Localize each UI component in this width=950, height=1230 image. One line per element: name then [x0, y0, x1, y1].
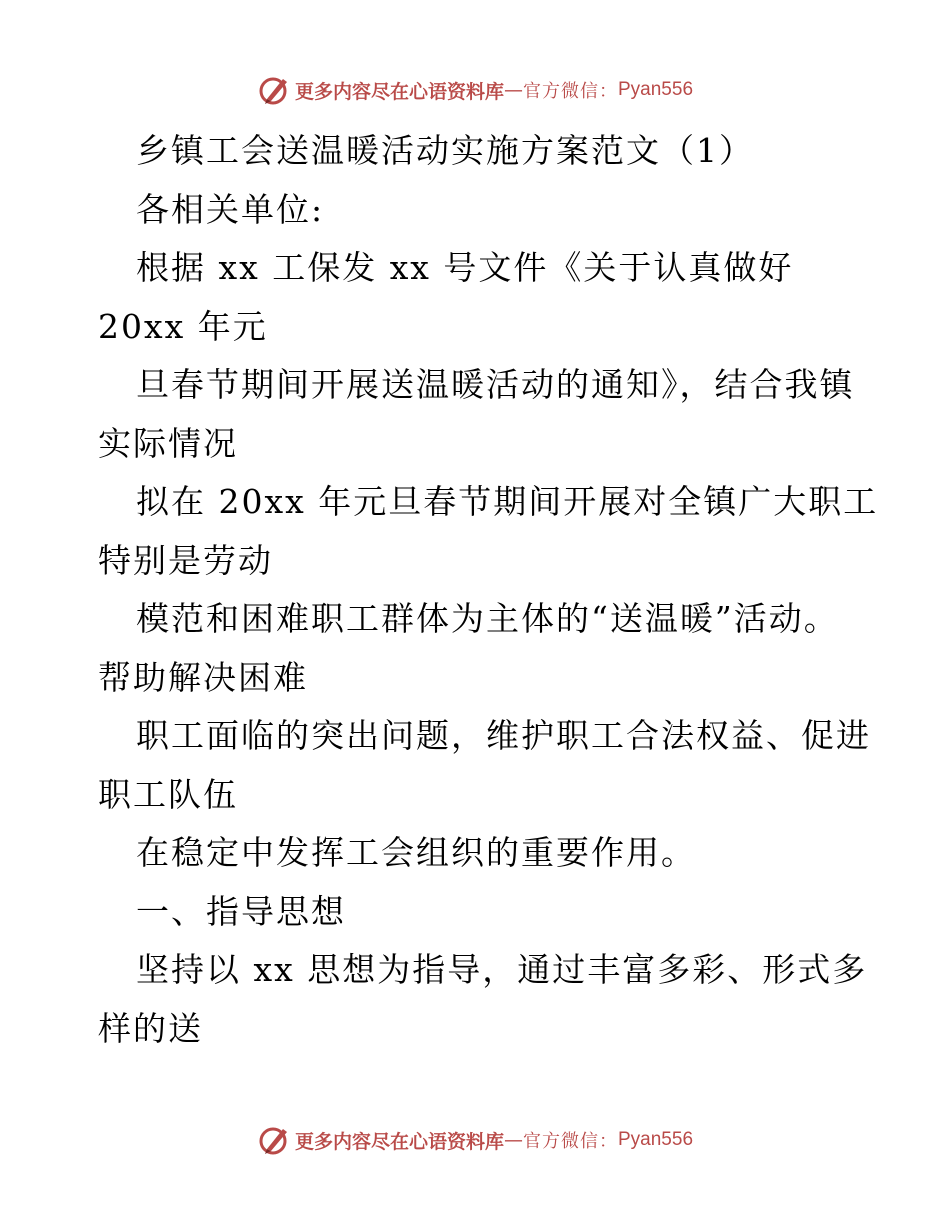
watermark-separator: — — [504, 1129, 523, 1151]
pen-logo-icon — [257, 1123, 291, 1157]
pen-logo-icon — [257, 73, 291, 107]
document-body — [98, 122, 879, 1058]
watermark-separator: — — [504, 79, 523, 101]
footer-watermark — [0, 1120, 950, 1160]
document-line: 坚持以 xx 思想为指导，通过丰富多彩、形式多 — [136, 950, 868, 989]
document-line: 帮助解决困难 — [98, 657, 308, 697]
header-watermark — [0, 70, 950, 110]
watermark-main-text: 更多内容尽在心语资料库 — [294, 80, 504, 103]
document-line: 在稳定中发挥工会组织的重要作用。 — [136, 833, 696, 872]
watermark-wechat-label: 官方微信： — [523, 1131, 618, 1152]
watermark-wechat-id: Pyan556 — [618, 1129, 694, 1150]
document-line: 职工队伍 — [98, 774, 238, 814]
watermark-wechat-label: 官方微信： — [523, 81, 618, 102]
document-line: 20xx 年元 — [98, 306, 268, 346]
document-line: 旦春节期间开展送温暖活动的通知》，结合我镇 — [136, 365, 855, 404]
document-line: 实际情况 — [98, 423, 238, 463]
watermark-main-text: 更多内容尽在心语资料库 — [294, 1130, 504, 1153]
document-line: 一、指导思想 — [136, 891, 346, 931]
document-line: 职工面临的突出问题，维护职工合法权益、促进 — [136, 716, 871, 755]
document-line: 根据 xx 工保发 xx 号文件《关于认真做好 — [136, 248, 794, 287]
document-line: 模范和困难职工群体为主体的“送温暖”活动。 — [136, 599, 839, 638]
document-line: 拟在 20xx 年元旦春节期间开展对全镇广大职工 — [136, 482, 879, 521]
watermark-wechat-id: Pyan556 — [618, 79, 694, 100]
document-line: 乡镇工会送温暖活动实施方案范文（1） — [136, 131, 754, 170]
document-line: 样的送 — [98, 1008, 203, 1048]
document-line: 特别是劳动 — [98, 540, 273, 580]
document-line: 各相关单位: — [136, 189, 325, 229]
